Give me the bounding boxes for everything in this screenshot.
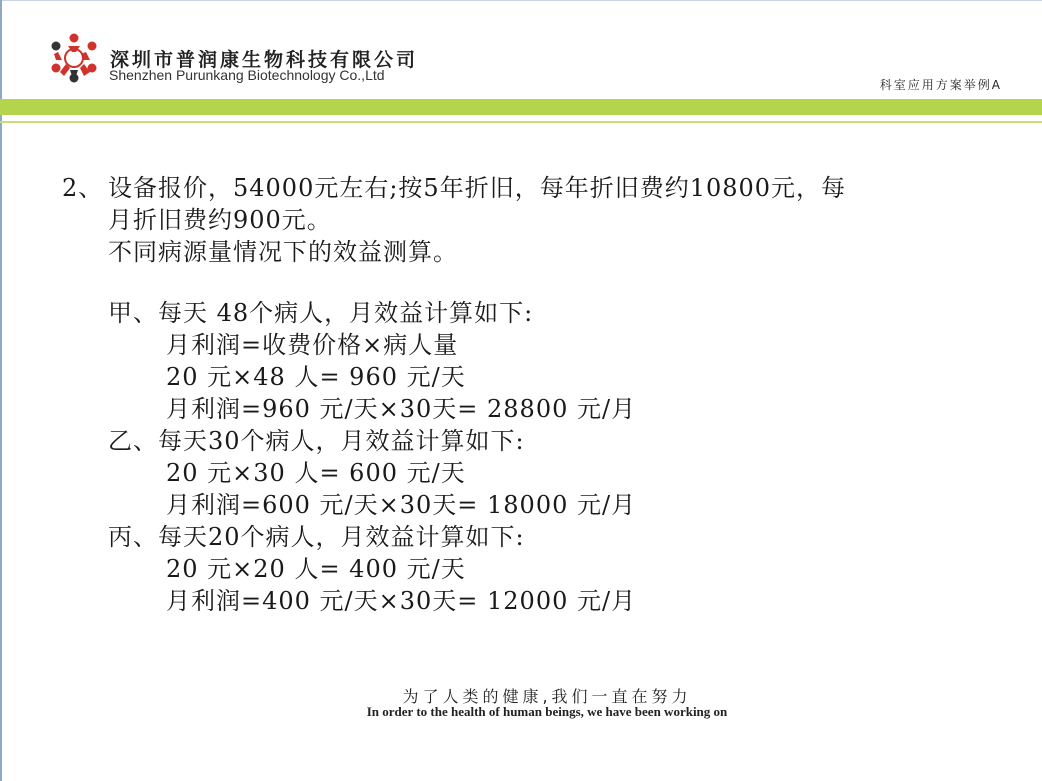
footer-slogan-en: In order to the health of human beings, we have been working on xyxy=(366,704,728,719)
case-c-title: 丙、每天20个病人，月效益计算如下: xyxy=(108,523,525,551)
case-b-title: 乙、每天30个病人，月效益计算如下: xyxy=(108,427,525,455)
case-a-calc-monthly: 月利润=960 元/天×30天= 28800 元/月 xyxy=(166,395,637,423)
case-a-calc-daily: 20 元×48 人= 960 元/天 xyxy=(166,363,466,391)
footer-slogan-cn: 为了人类的健康,我们一直在努力 xyxy=(402,687,692,706)
item-text-line-3: 不同病源量情况下的效益测算。 xyxy=(108,238,458,266)
left-border xyxy=(0,0,2,781)
item-number: 2、 xyxy=(62,174,104,202)
case-c-calc-monthly: 月利润=400 元/天×30天= 12000 元/月 xyxy=(166,587,637,615)
case-a-title: 甲、每天 48个病人，月效益计算如下: xyxy=(108,299,534,327)
slide-tagline: 科室应用方案举例A xyxy=(879,78,1002,92)
item-heading xyxy=(62,172,1012,204)
case-c-calc-daily: 20 元×20 人= 400 元/天 xyxy=(166,555,466,583)
header-green-rule xyxy=(0,121,1042,123)
case-b-calc-daily: 20 元×30 人= 600 元/天 xyxy=(166,459,466,487)
case-a-formula: 月利润=收费价格×病人量 xyxy=(166,331,459,359)
header-green-band xyxy=(0,99,1042,115)
slide-body xyxy=(62,172,1012,618)
case-b-calc-monthly: 月利润=600 元/天×30天= 18000 元/月 xyxy=(166,491,637,519)
company-name-cn: 深圳市普润康生物科技有限公司 xyxy=(110,49,419,71)
paragraph-gap xyxy=(62,268,1012,298)
company-name-en: Shenzhen Purunkang Biotechnology Co.,Ltd xyxy=(109,67,385,83)
people-circle-logo-icon xyxy=(46,30,102,86)
item-text-line-2: 月折旧费约900元。 xyxy=(108,206,332,234)
slide-header xyxy=(0,0,1042,100)
item-text-line-1: 设备报价，54000元左右;按5年折旧，每年折旧费约10800元，每 xyxy=(108,174,847,202)
